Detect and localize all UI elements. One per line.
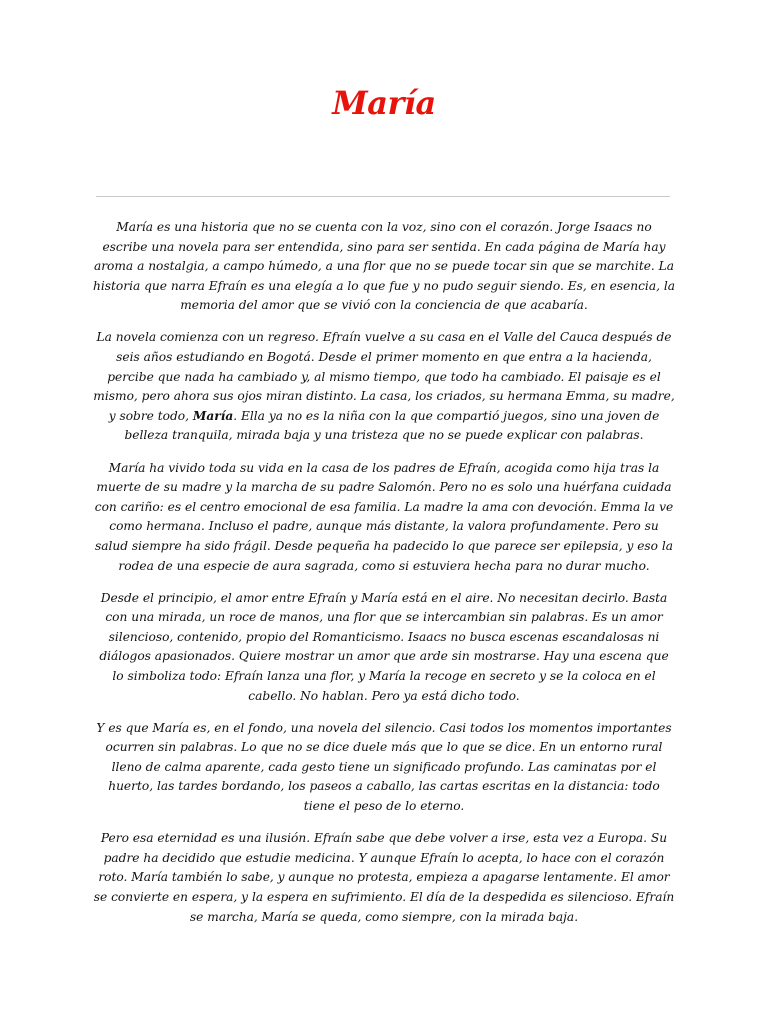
paragraph-2-bold-name: María [192, 408, 234, 423]
paragraph-1-span-2: es una historia que no se cuenta con la voz, sino con el corazón. Jorge Isaacs no escribe una novela para ser entendida, sino para ser sentida. En cada página de [102, 220, 652, 254]
paragraph-6-span-1: Pero esa eternidad es una ilusión. Efraín sabe que debe volver a irse, esta vez a Europa. Su padre ha decidido que estudie medicina. Y aunque Efraín lo acepta, lo hace con el corazón roto. María también lo sabe, y aunque no protesta, empieza a apagarse lentamente. El amor se convierte en espera, y la espera en sufrimiento. El día de la despedida es silencioso. Efraín se marcha, María se queda, como siempre, con la mirada baja. [93, 831, 675, 924]
paragraph-1 [92, 218, 676, 316]
document-title: María [332, 84, 436, 122]
paragraph-1-span-4: hay aroma a nostalgia, a campo húmedo, a una flor que no se puede tocar sin que se marchite. La historia que narra Efraín es una elegía a lo que fue y no pudo seguir siendo. Es, en esencia, la memoria del amor que se vivió con la conciencia de que acabaría. [93, 239, 675, 313]
paragraph-1-span-1: María [116, 220, 153, 234]
paragraph-2 [92, 328, 676, 446]
horizontal-divider [96, 196, 670, 197]
paragraph-5-span-3: es, en el fondo, una novela del silencio. Casi todos los momentos importantes ocurren sin palabras. Lo que no se dice duele más que lo que se dice. En un entorno rural lleno de calma aparente, cada gesto tiene un significado profundo. Las caminatas por el huerto, las tardes bordando, los paseos a caballo, las cartas escritas en la distancia: todo tiene el peso de lo eterno. [105, 720, 672, 814]
paragraph-2-span-1: La novela comienza con un regreso. Efraín vuelve a su casa en el Valle del Cauca después de seis años estudiando en Bogotá. Desde el primer momento en que entra a la hacienda, percibe que nada ha cambiado y, al mismo tiempo, que todo ha cambiado. El paisaje es el mismo, pero ahora sus ojos miran distinto. La casa, los criados, su hermana Emma, su madre, y sobre todo, [93, 330, 675, 423]
paragraph-3 [92, 459, 676, 577]
paragraph-5-span-1: Y es que [96, 720, 153, 735]
paragraph-5 [92, 719, 676, 817]
paragraph-3-span-1: María ha vivido toda su vida en la casa de los padres de Efraín, acogida como hija tras la muerte de su madre y la marcha de su padre Salomón. Pero no es solo una huérfana cuidada con cariño: es el centro emocional de esa familia. La madre la ama con devoción. Emma la ve como hermana. Incluso el padre, aunque más distante, la valora profundamente. Pero su salud siempre ha sido frágil. Desde pequeña ha padecido lo que parece ser epilepsia, y eso la rodea de una especie de aura sagrada, como si estuviera hecha para no durar mucho. [94, 460, 674, 573]
document-body [92, 218, 676, 940]
paragraph-5-span-2: María [152, 720, 190, 735]
paragraph-6 [92, 829, 676, 927]
paragraph-2-span-3: . Ella ya no es la niña con la que compartió juegos, sino una joven de belleza tranquila, mirada baja y una tristeza que no se puede explicar con palabras. [124, 408, 660, 443]
paragraph-4 [92, 589, 676, 707]
paragraph-4-span-1: Desde el principio, el amor entre Efraín y María está en el aire. No necesitan decirlo. Basta con una mirada, un roce de manos, una flor que se intercambian sin palabras. Es un amor silencioso, contenido, propio del Romanticismo. Isaacs no busca escenas escandalosas ni diálogos apasionados. Quiere mostrar un amor que arde sin mostrarse. Hay una escena que lo simboliza todo: Efraín lanza una flor, y María la recoge en secreto y se la coloca en el cabello. No hablan. Pero ya está dicho todo. [99, 590, 669, 703]
paragraph-1-span-3: María [602, 239, 640, 254]
